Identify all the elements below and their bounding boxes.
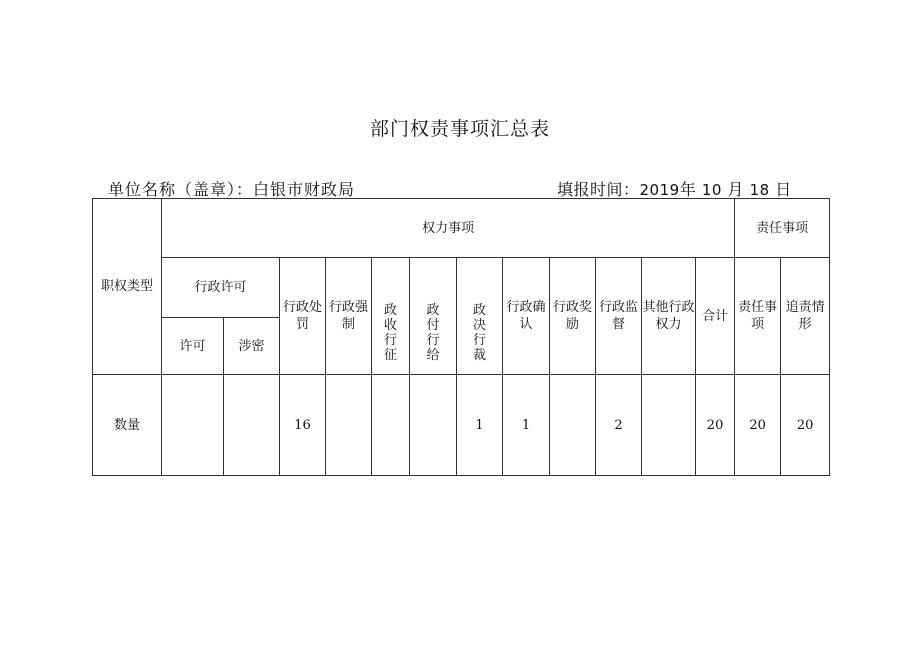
col-admin-permit: 行政许可 xyxy=(162,258,280,318)
cell-resp-items: 20 xyxy=(735,375,781,476)
col-permit: 许可 xyxy=(162,318,224,375)
cell-other xyxy=(642,375,696,476)
col-ruling-label: 政决行裁 xyxy=(472,302,486,363)
date-day-unit: 日 xyxy=(775,180,792,199)
cell-penalty: 16 xyxy=(280,375,326,476)
date-prefix: 填报时间： xyxy=(557,180,640,199)
date-year-unit: 年 xyxy=(679,180,697,199)
col-total: 合计 xyxy=(696,258,735,375)
cell-supervise: 2 xyxy=(596,375,642,476)
col-ruling xyxy=(457,258,503,375)
col-enforcement: 行政强制 xyxy=(326,258,372,375)
col-resp-items: 责任事项 xyxy=(735,258,781,375)
col-secret: 涉密 xyxy=(224,318,280,375)
group-power-items: 权力事项 xyxy=(162,199,735,258)
cell-levy xyxy=(372,375,410,476)
col-supervise: 行政监督 xyxy=(596,258,642,375)
summary-table xyxy=(92,198,830,476)
col-confirm: 行政确认 xyxy=(503,258,550,375)
cell-accountability: 20 xyxy=(781,375,830,476)
cell-enforcement xyxy=(326,375,372,476)
report-date xyxy=(557,177,792,200)
col-payment xyxy=(410,258,457,375)
cell-secret xyxy=(224,375,280,476)
date-month: 10 xyxy=(701,181,722,199)
cell-confirm: 1 xyxy=(503,375,550,476)
header-row-groups xyxy=(93,199,830,258)
table-row xyxy=(93,375,830,476)
col-levy xyxy=(372,258,410,375)
col-accountability: 追责情形 xyxy=(781,258,830,375)
col-payment-label: 政付行给 xyxy=(426,302,440,363)
row-header-type: 职权类型 xyxy=(93,199,162,375)
cell-permit xyxy=(162,375,224,476)
cell-payment xyxy=(410,375,457,476)
col-other: 其他行政权力 xyxy=(642,258,696,375)
col-levy-label: 政收行征 xyxy=(383,302,397,363)
group-responsibility-items: 责任事项 xyxy=(735,199,830,258)
unit-name: 单位名称（盖章）：白银市财政局 xyxy=(108,180,356,199)
cell-reward xyxy=(550,375,596,476)
header-row-columns xyxy=(93,258,830,318)
cell-total: 20 xyxy=(696,375,735,476)
col-reward: 行政奖励 xyxy=(550,258,596,375)
cell-ruling: 1 xyxy=(457,375,503,476)
page-title: 部门权责事项汇总表 xyxy=(369,118,550,140)
date-day: 18 xyxy=(749,181,770,199)
row-label-quantity: 数量 xyxy=(93,375,162,476)
col-penalty: 行政处罚 xyxy=(280,258,326,375)
date-month-unit: 月 xyxy=(727,180,745,199)
date-year: 2019 xyxy=(639,181,680,199)
